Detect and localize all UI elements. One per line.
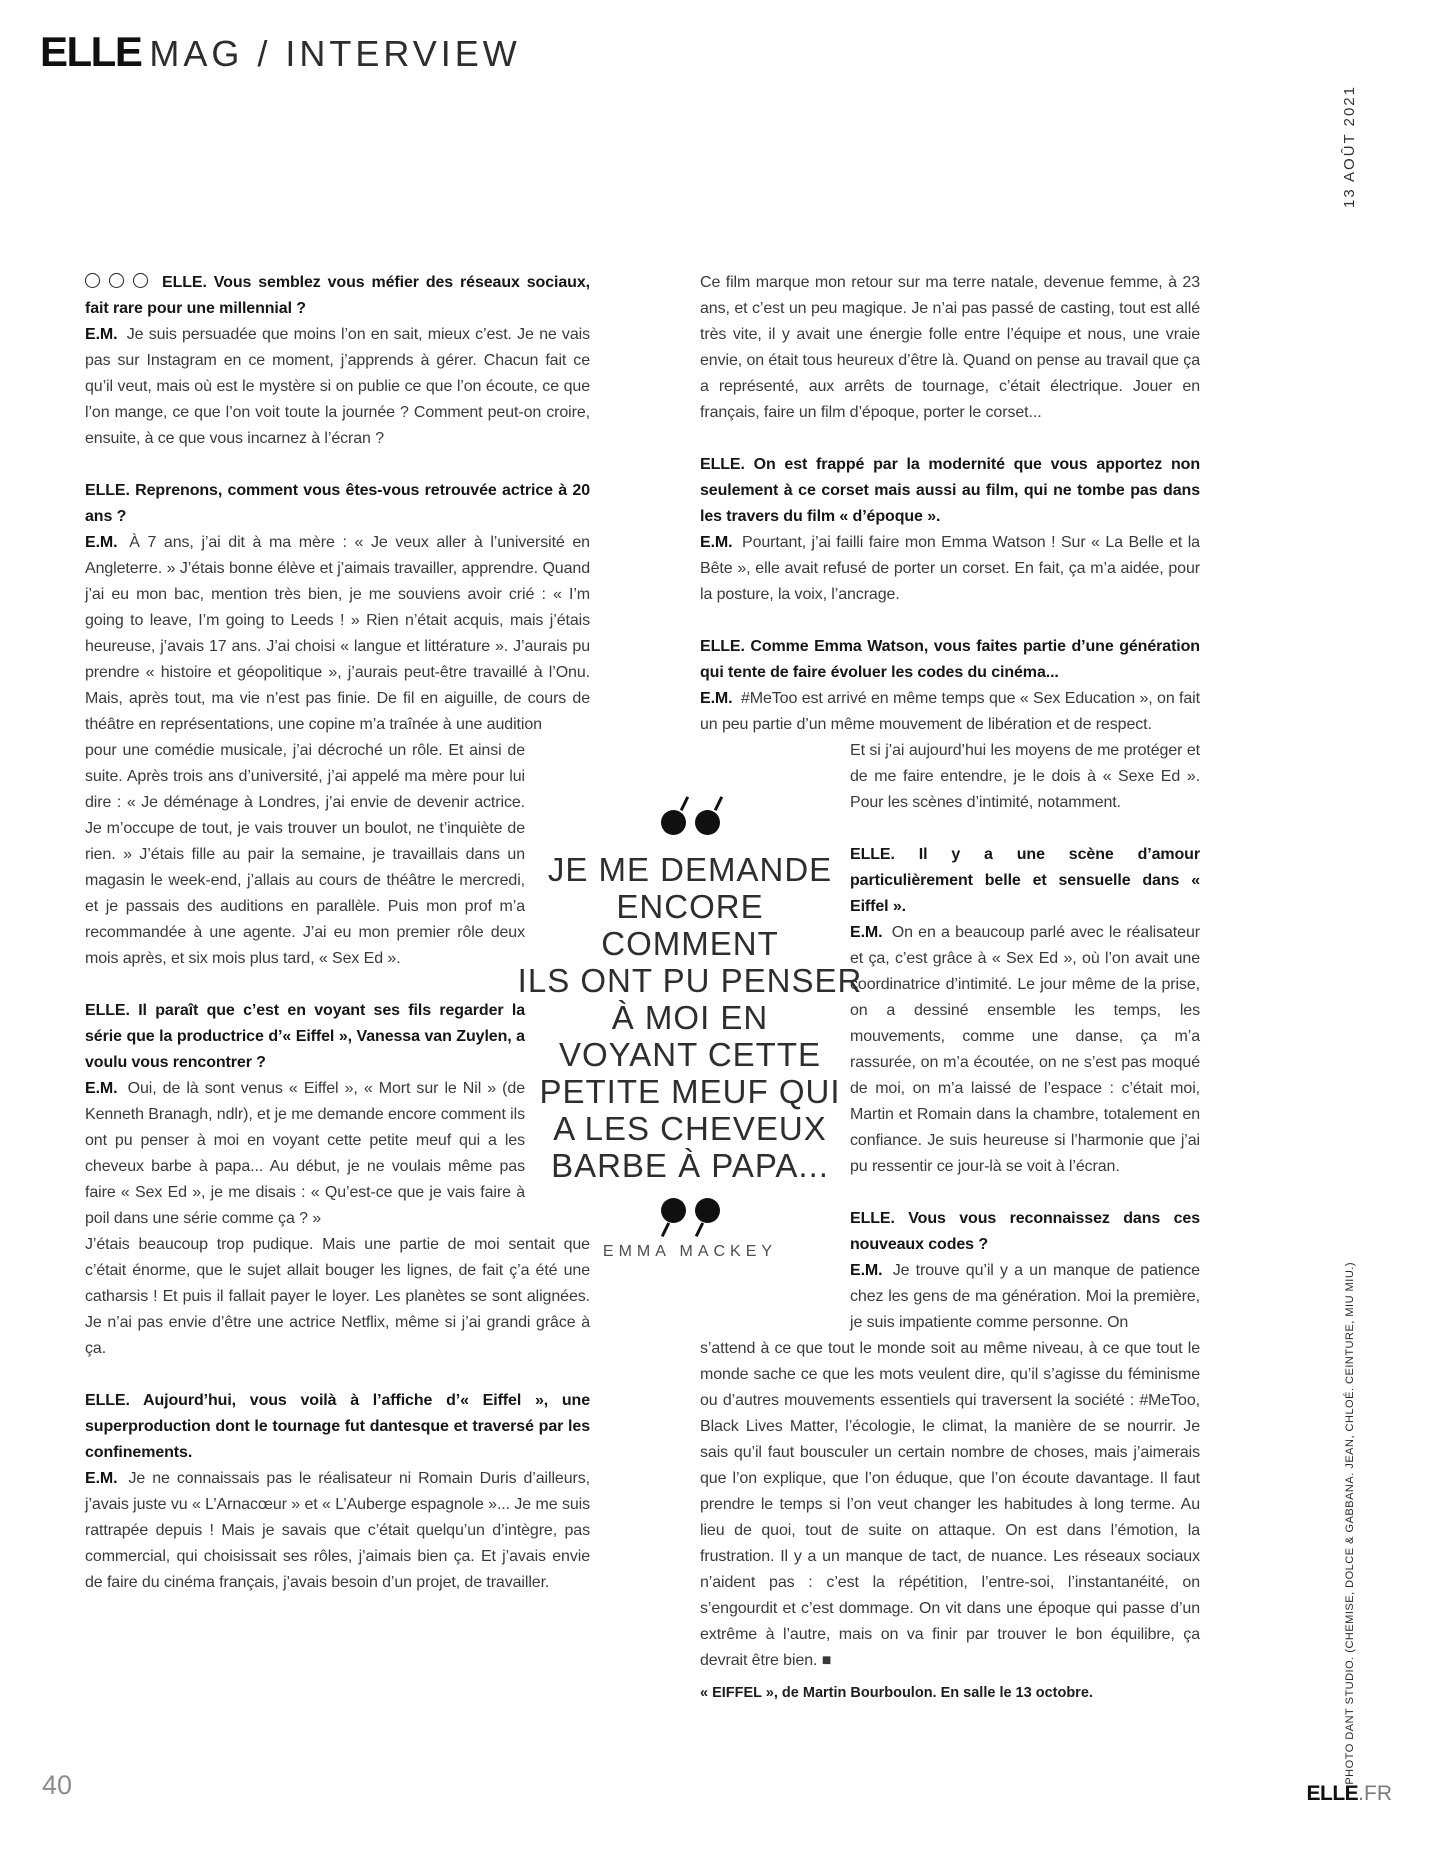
interview-question (85, 270, 590, 322)
quote-line: PETITE MEUF QUI (539, 1073, 841, 1110)
pull-quote-text (500, 851, 880, 1184)
speaker-prefix: E.M. (85, 1470, 118, 1487)
quote-line: VOYANT CETTE (559, 1036, 821, 1073)
speaker-prefix: E.M. (850, 1262, 883, 1279)
site-logo (1307, 1782, 1393, 1806)
site-brand: ELLE (1306, 1782, 1359, 1805)
interview-question (700, 452, 1200, 530)
paragraph-text: ELLE. Vous vous reconnaissez dans ces nouveaux codes ? (850, 1210, 1200, 1253)
left-block-bottom (85, 1232, 590, 1596)
paragraph-text: ELLE. On est frappé par la modernité que vous apportez non seulement à ce corset mais aussi au film, qui ne tombe pas dans les travers du film « d’époque ». (700, 456, 1200, 525)
paragraph-text: ELLE. Comme Emma Watson, vous faites partie d’une génération qui tente de faire évoluer les codes du cinéma... (700, 638, 1200, 681)
page-number: 40 (42, 1770, 73, 1800)
interview-answer-continued (700, 270, 1200, 426)
quote-line: À MOI EN (611, 999, 769, 1036)
paragraph-text: Je suis persuadée que moins l’on en sait, mieux c’est. Je ne vais pas sur Instagram en ce moment, j’apprends à gérer. Chacun fait ce qu’il veut, mais où est le mystère si on publie ce que l’on écoute, ce que l’on mange, ce que l’on voit toute la journée ? Comment peut-on croire, ensuite, à ce que vous incarnez à l’écran ? (85, 326, 590, 447)
issue-date-vertical: 13 AOÛT 2021 (1341, 85, 1358, 208)
quote-line: COMMENT (601, 925, 779, 962)
interview-question (850, 842, 1200, 920)
paragraph-text: s’attend à ce que tout le monde soit au même niveau, à ce que tout le monde sache ce que les mots veulent dire, qu’il s’agisse du féminisme ou d’autres mouvements essentiels qui traversent la société : #MeToo, Black Lives Matter, l’écologie, le climat, la manière de se nourrir. Je sais qu’il faut bousculer un certain nombre de choses, mais j’aimerais que l’on explique, que l’on éduque, que l’on écoute davantage. Il faut prendre le temps si l’on veut changer les habitudes à long terme. Au lieu de quoi, tout de suite on attaque. On est dans l’émotion, la frustration. Il y a un manque de tact, de nuance. Les réseaux sociaux n’aident pas : c’est la répétition, l’entre-soi, l’instantanéité, on s’engourdit et c’est dommage. On vit dans une époque qui passe d’un extrême à l’autre, mais on va finir par trouver le bon équilibre, ça devrait être bien. ■ (700, 1340, 1200, 1669)
interview-question (700, 634, 1200, 686)
speaker-prefix: E.M. (85, 534, 118, 551)
paragraph-text: #MeToo est arrivé en même temps que « Sex Education », on fait un peu partie d’un même mouvement de libération et de respect. (700, 690, 1200, 733)
paragraph-text: Je ne connaissais pas le réalisateur ni Romain Duris d’ailleurs, j’avais juste vu « L’Arnacœur » et « L’Auberge espagnole »... Je me suis rattrapée depuis ! Mais je savais que c’était quelqu’un d’intègre, pas commercial, qui choisissait ses rôles, j’aimais bien ça. Et j’avais envie de faire du cinéma français, j’avais besoin d’un projet, de travailler. (85, 1470, 590, 1591)
right-block-narrow (850, 738, 1200, 1336)
paragraph-text: ELLE. Reprenons, comment vous êtes-vous retrouvée actrice à 20 ans ? (85, 482, 590, 525)
paragraph-text: On en a beaucoup parlé avec le réalisateur et ça, c’est grâce à « Sex Ed », où l’on avait une coordinatrice d’intimité. Le jour même de la prise, on a dessiné ensemble les temps, les mouvements, comme une danse, ça m’a rassurée, on m’a écoutée, on ne s’est pas moqué de moi, on m’a laissé de l’espace : c’était moi, Martin et Romain dans la chambre, totalement en confiance. Je suis heureuse si l’harmonie que j’ai pu ressentir ce jour-là se voit à l’écran. (850, 924, 1200, 1175)
speaker-prefix: E.M. (700, 690, 733, 707)
paragraph-text: pour une comédie musicale, j’ai décroché un rôle. Et ainsi de suite. Après trois ans d’université, j’ai appelé ma mère pour lui dire : « Je déménage à Londres, j’ai envie de devenir actrice. Je m’occupe de tout, je vais trouver un boulot, ne t’inquiète de rien. » J’étais fille au pair la semaine, je travaillais dans un magasin le week-end, j’allais au cours de théâtre le mercredi, et je passais des auditions en parallèle. Puis mon prof m’a recommandée à une agente. J’ai eu mon premier rôle deux mois après, et six mois plus tard, « Sex Ed ». (85, 742, 525, 967)
interview-answer-continued (700, 1336, 1200, 1674)
paragraph-text: J’étais beaucoup trop pudique. Mais une partie de moi sentait que c’était énorme, que le sujet allait bouger les lignes, de fait ç’a été une catharsis ! Et puis il fallait payer le loyer. Les planètes se sont alignées. Je n’ai pas envie d’être une actrice Netflix, même si j’ai grandi grâce à ça. (85, 1236, 590, 1357)
masthead (40, 28, 521, 76)
quote-line: ENCORE (616, 888, 764, 925)
paragraph-text: ELLE. Aujourd’hui, vous voilà à l’affiche d’« Eiffel », une superproduction dont le tournage fut dantesque et traversé par les confinements. (85, 1392, 590, 1461)
paragraph-text: ELLE. Il paraît que c’est en voyant ses fils regarder la série que la productrice d’« Eiffel », Vanessa van Zuylen, a voulu vous rencontrer ? (85, 1002, 525, 1071)
interview-answer (85, 1076, 525, 1232)
elle-logo: ELLE (40, 28, 142, 75)
speaker-prefix: E.M. (700, 534, 733, 551)
left-block-top (85, 270, 590, 738)
paragraph-text: Ce film marque mon retour sur ma terre natale, devenue femme, à 23 ans, et c’est un peu magique. Je n’ai pas passé de casting, tout est allé très vite, il y avait une énergie folle entre l’équipe et nous, une vraie envie, on était tous heureux d’être là. Quand on pense au travail que ça a représenté, aux arrêts de tournage, c’était électrique. Jouer en français, faire un film d’époque, porter le corset... (700, 274, 1200, 421)
interview-answer-continued (850, 738, 1200, 816)
paragraph-text: À 7 ans, j’ai dit à ma mère : « Je veux aller à l’université en Angleterre. » J’étais bonne élève et j’aimais travailler, apprendre. Quand j’ai eu mon bac, mention très bien, je me souviens avoir crié : « I’m going to leave, I’m going to Leeds ! » Rien n’était acquis, mais j’étais heureuse, j’avais 17 ans. J’ai choisi « langue et littérature ». J’aurais pu prendre « histoire et géopolitique », j’aurais peut-être travaillé à l’Onu. Mais, après tout, ma vie n’est pas finie. De fil en aiguille, de cours de théâtre en représentations, une copine m’a traînée à une audition (85, 534, 590, 733)
interview-question (85, 998, 525, 1076)
interview-question (85, 478, 590, 530)
interview-answer (85, 530, 590, 738)
pull-quote-attribution: EMMA MACKEY (602, 1243, 778, 1260)
quote-line: ILS ONT PU PENSER (517, 962, 863, 999)
site-suffix: .FR (1358, 1782, 1392, 1805)
section-title: MAG / INTERVIEW (149, 33, 521, 74)
interview-answer-continued (85, 738, 525, 972)
quote-line: A LES CHEVEUX (553, 1110, 827, 1147)
interview-answer (700, 530, 1200, 608)
close-quote-icon (500, 1198, 880, 1223)
right-block-top (700, 270, 1200, 738)
interview-answer (85, 1466, 590, 1596)
interview-answer (700, 686, 1200, 738)
paragraph-text: « EIFFEL », de Martin Bourboulon. En salle le 13 octobre. (700, 1685, 1093, 1701)
paragraph-text: Pourtant, j’ai failli faire mon Emma Watson ! Sur « La Belle et la Bête », elle avait refusé de porter un corset. En fait, ça m’a aidée, pour la posture, la voix, l’ancrage. (700, 534, 1200, 603)
film-release-note (700, 1680, 1200, 1706)
paragraph-text: Je trouve qu’il y a un manque de patience chez les gens de ma génération. Moi la première, je suis impatiente comme personne. On (850, 1262, 1200, 1331)
paragraph-text: Et si j’ai aujourd’hui les moyens de me protéger et de me faire entendre, je le dois à « Sexe Ed ». Pour les scènes d’intimité, notamment. (850, 742, 1200, 811)
paragraph-text: Oui, de là sont venus « Eiffel », « Mort sur le Nil » (de Kenneth Branagh, ndlr), et je me demande encore comment ils ont pu penser à moi en voyant cette petite meuf qui a les cheveux barbe à papa... Au début, je ne voulais même pas faire « Sex Ed », je me disais : « Qu’est-ce que je vais faire à poil dans une série comme ça ? » (85, 1080, 525, 1227)
continuation-dots-icon (85, 273, 148, 288)
speaker-prefix: E.M. (85, 1080, 118, 1097)
quote-line: BARBE À PAPA... (551, 1147, 829, 1184)
pull-quote (500, 810, 880, 1261)
quote-line: JE ME DEMANDE (547, 851, 833, 888)
photo-credit-vertical: PHOTO DANT STUDIO. (CHEMISE, DOLCE & GABBANA. JEAN, CHLOÉ. CEINTURE, MIU MIU.) (1344, 1262, 1356, 1785)
interview-answer (85, 322, 590, 452)
interview-question (85, 1388, 590, 1466)
speaker-prefix: E.M. (850, 924, 883, 941)
interview-answer (850, 920, 1200, 1180)
paragraph-text: ELLE. Vous semblez vous méfier des réseaux sociaux, fait rare pour une millennial ? (85, 274, 590, 317)
paragraph-text: ELLE. Il y a une scène d’amour particulièrement belle et sensuelle dans « Eiffel ». (850, 846, 1200, 915)
right-block-bottom (700, 1336, 1200, 1706)
interview-question (850, 1206, 1200, 1258)
left-block-narrow (85, 738, 525, 1232)
open-quote-icon (500, 810, 880, 835)
interview-answer (850, 1258, 1200, 1336)
speaker-prefix: E.M. (85, 326, 118, 343)
